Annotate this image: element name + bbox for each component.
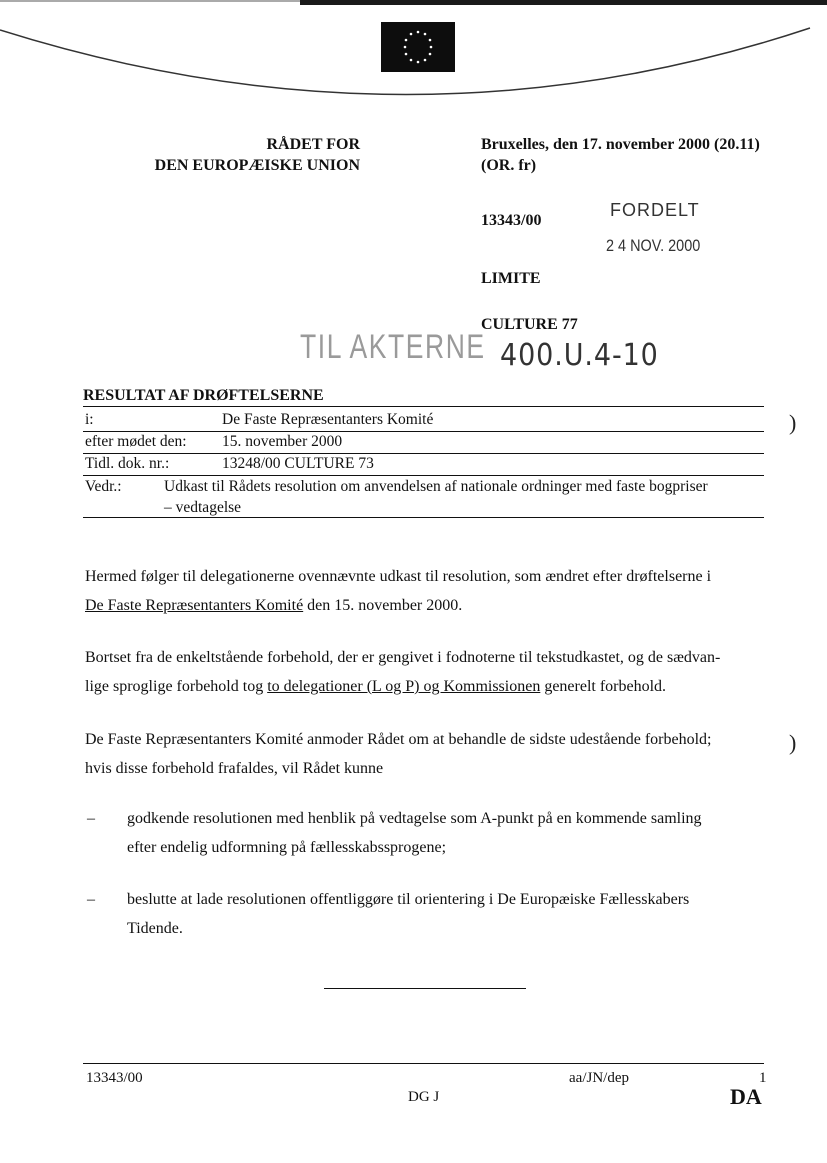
- paragraph-intro: Hermed følger til delegationerne ovennævnte udkast til resolution, som ændret efter drøftelserne i De Faste Repræsentanters Komité den 15. november 2000.: [85, 568, 712, 614]
- divider: [83, 475, 764, 476]
- council-name: RÅDET FOR DEN EUROPÆISKE UNION: [154, 136, 360, 174]
- paragraph-reservations: Bortset fra de enkeltstående forbehold, der er gengivet i fodnoterne til tekstudkastet, og de sædvan- lige sproglige forbehold tog to delegationer (L og P) og Kommissionen generelt forbehold.: [85, 649, 721, 695]
- divider: [83, 453, 764, 454]
- page-number: 1: [759, 1070, 767, 1086]
- subject-line: Udkast til Rådets resolution om anvendelsen af nationale ordninger med faste bogpriser: [164, 478, 708, 495]
- subject-line: – vedtagelse: [164, 499, 242, 516]
- outcome-row-label: i:: [85, 411, 94, 428]
- footer-doc-number: 13343/00: [86, 1070, 143, 1086]
- outcome-row-value: 13248/00 CULTURE 73: [222, 455, 374, 472]
- footer-divider: [83, 1063, 764, 1064]
- bullet-approve: godkende resolutionen med henblik på vedtagelse som A-punkt på en kommende samling efter endelig udformning på fællesskabssprogene;: [127, 810, 702, 856]
- end-rule: [324, 988, 526, 989]
- classification-marker: LIMITE: [481, 270, 541, 287]
- outcome-row-value: De Faste Repræsentanters Komité: [222, 411, 434, 428]
- footer-initials: aa/JN/dep: [569, 1070, 629, 1086]
- margin-bracket: ): [789, 410, 797, 435]
- outcome-row-label: Tidl. dok. nr.:: [85, 455, 170, 472]
- bullet-dash: –: [87, 810, 95, 827]
- scan-edge: [0, 0, 827, 8]
- distribution-stamp: FORDELT: [610, 200, 700, 220]
- divider: [83, 431, 764, 432]
- distribution-stamp-date: 2 4 NOV. 2000: [606, 236, 701, 255]
- subject-code: CULTURE 77: [481, 316, 578, 333]
- handwritten-reference: 400.U.4-10: [500, 338, 659, 373]
- outcome-row-value: 15. november 2000: [222, 433, 343, 450]
- language-code: DA: [730, 1084, 762, 1109]
- margin-bracket: ): [789, 730, 797, 755]
- footer-directorate: DG J: [408, 1089, 440, 1105]
- divider: [83, 406, 764, 407]
- bullet-dash: –: [87, 891, 95, 908]
- place-and-date: Bruxelles, den 17. november 2000 (20.11) (OR. fr): [481, 136, 760, 174]
- outcome-row-label: efter mødet den:: [85, 433, 187, 450]
- divider: [83, 517, 764, 518]
- archive-stamp: TIL AKTERNE: [300, 328, 486, 366]
- eu-flag-emblem: [381, 22, 455, 72]
- bullet-publish: beslutte at lade resolutionen offentliggøre til orientering i De Europæiske Fællesskabers Tidende.: [127, 891, 690, 937]
- document-number: 13343/00: [481, 212, 542, 229]
- paragraph-request: De Faste Repræsentanters Komité anmoder Rådet om at behandle de sidste udestående forbehold; hvis disse forbehold frafaldes, vil Rådet kunne: [85, 731, 712, 777]
- outcome-title: RESULTAT AF DRØFTELSERNE: [83, 387, 324, 404]
- subject-label: Vedr.:: [85, 478, 122, 495]
